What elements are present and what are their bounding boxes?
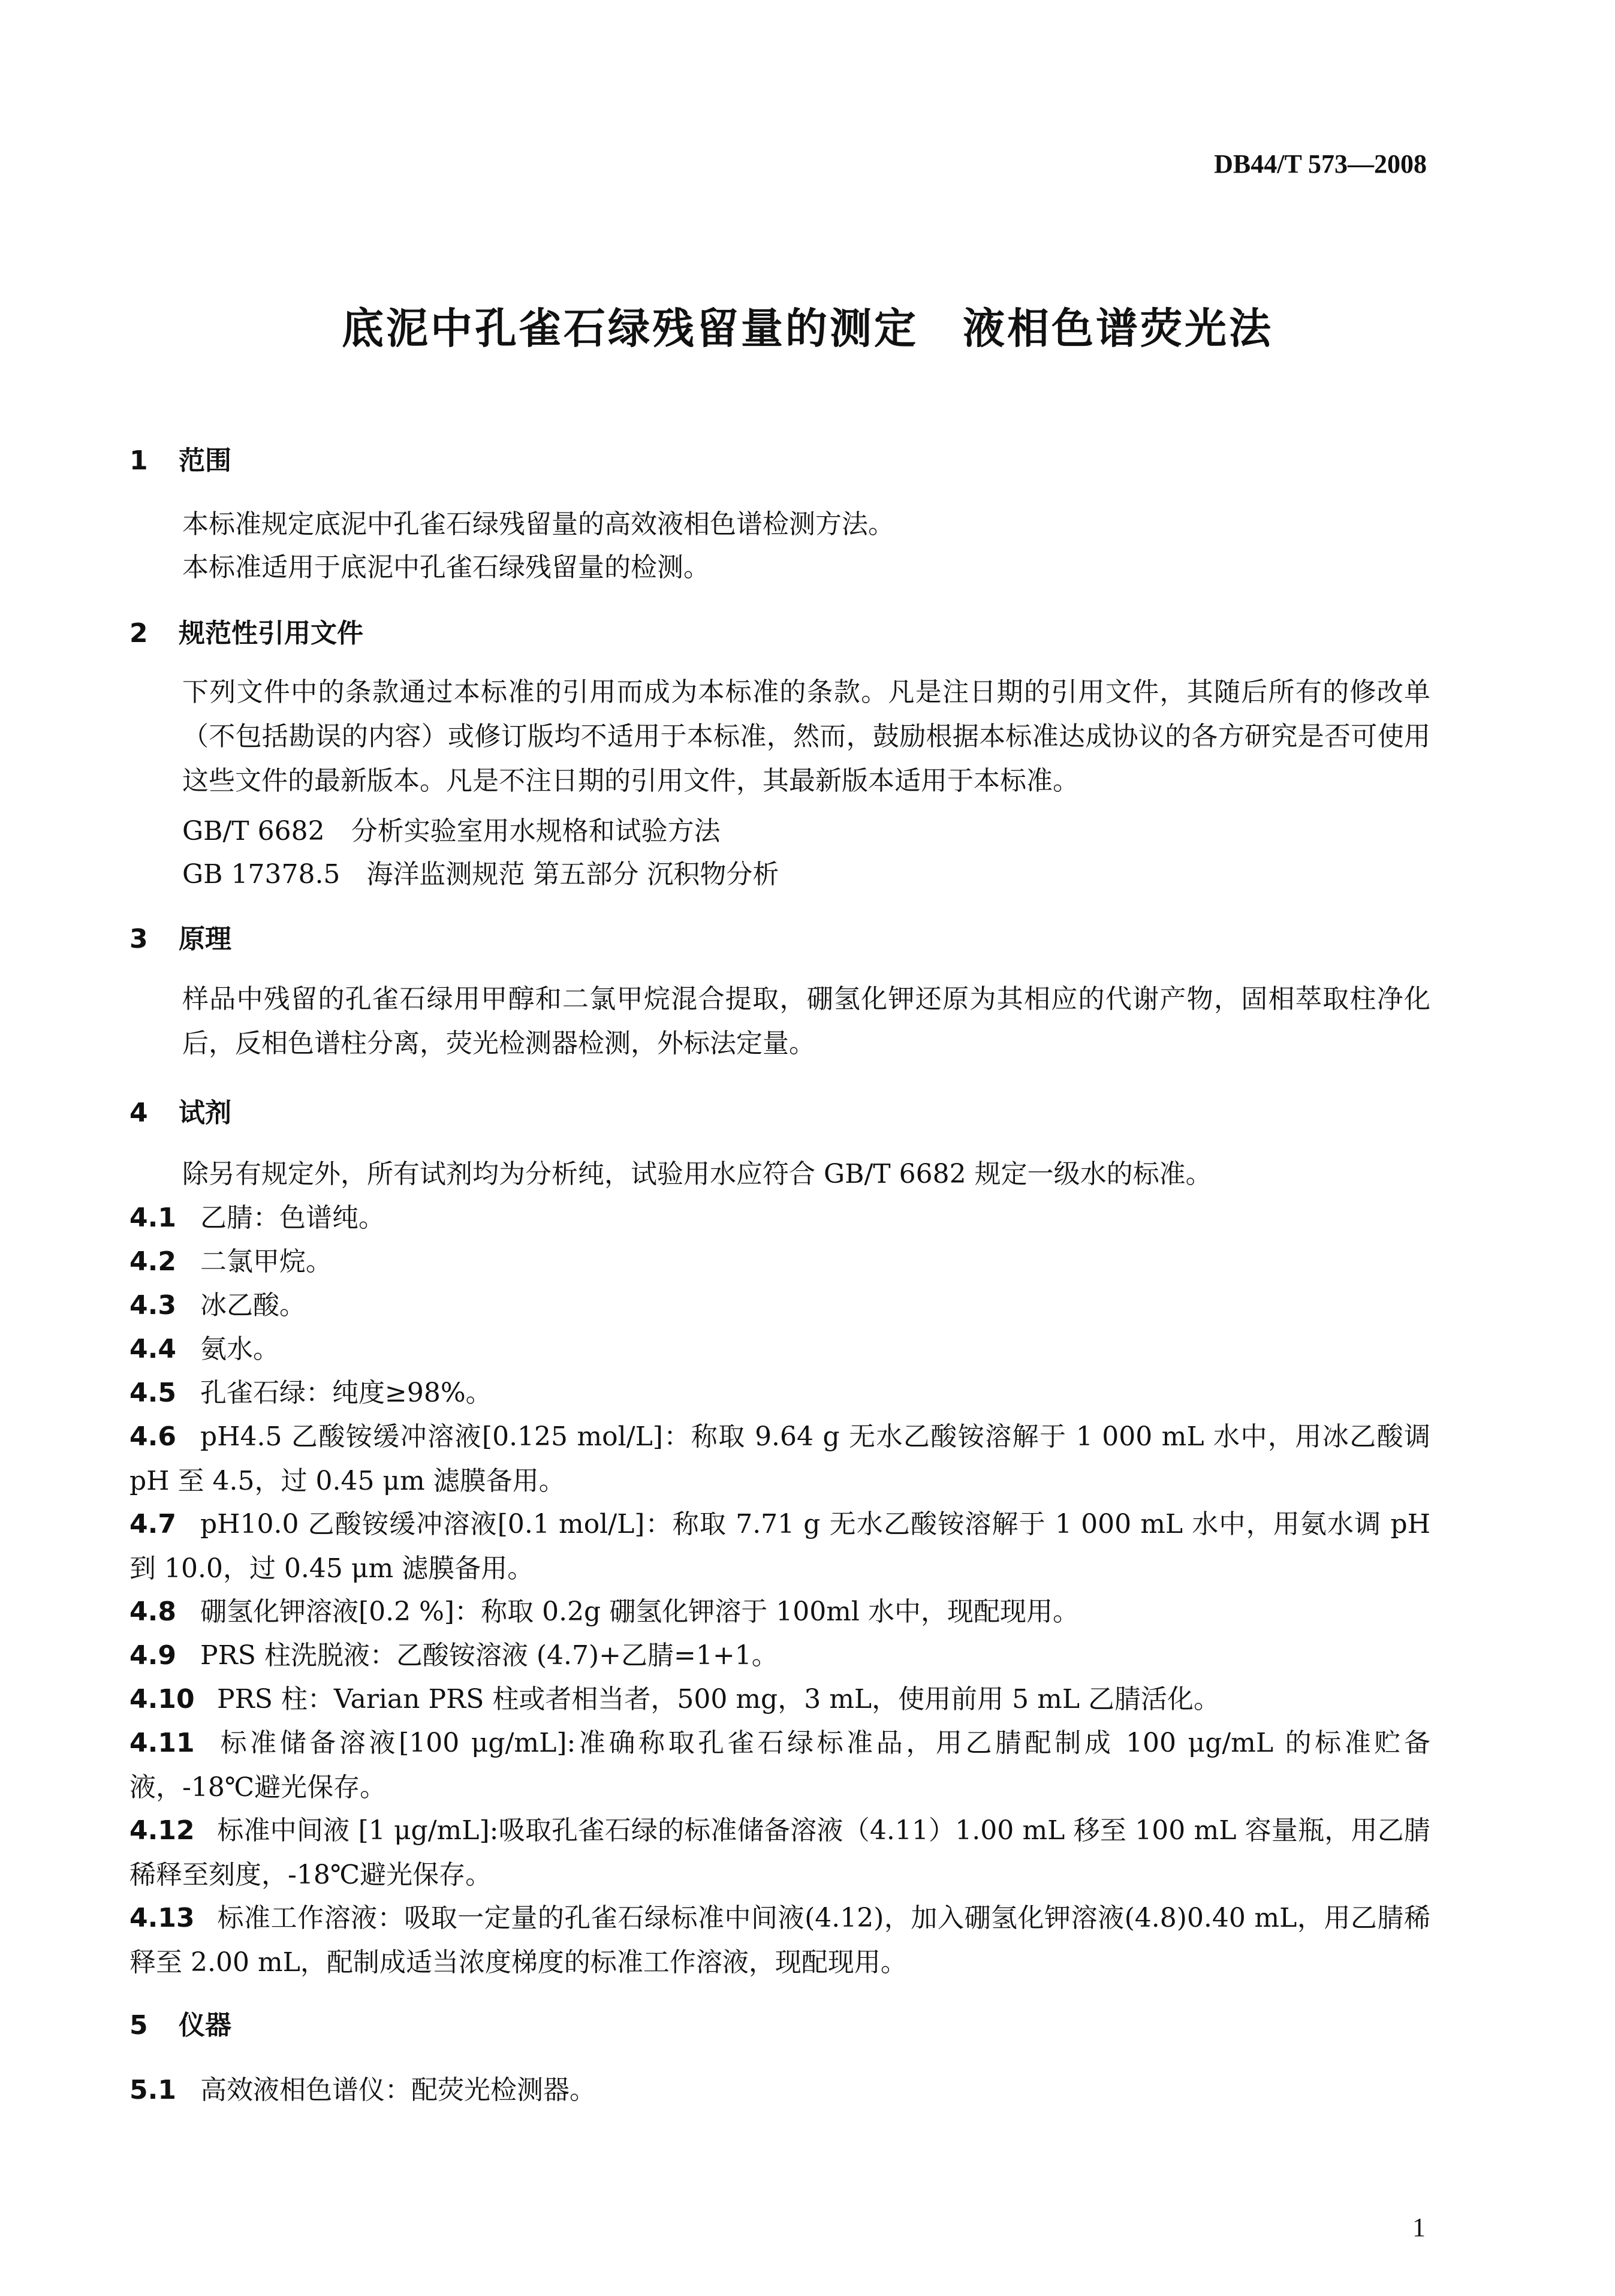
item-number: 4.7 bbox=[129, 1509, 176, 1539]
reagent-item bbox=[129, 1327, 1430, 1366]
item-text: 氨水。 bbox=[200, 1334, 279, 1364]
reference-2: GB 17378.5 海洋监测规范 第五部分 沉积物分析 bbox=[182, 859, 779, 890]
item-text: 二氯甲烷。 bbox=[200, 1246, 332, 1277]
section-1-heading bbox=[129, 439, 231, 477]
item-number: 4.8 bbox=[129, 1596, 176, 1627]
item-text: 乙腈：色谱纯。 bbox=[200, 1203, 385, 1233]
section-number: 4 bbox=[129, 1098, 148, 1128]
item-number: 4.1 bbox=[129, 1203, 176, 1233]
item-number: 4.13 bbox=[129, 1903, 195, 1933]
item-number: 4.12 bbox=[129, 1815, 195, 1846]
item-text: 冰乙酸。 bbox=[200, 1290, 306, 1321]
paragraph-text: 样品中残留的孔雀石绿用甲醇和二氯甲烷混合提取，硼氢化钾还原为其相应的代谢产物，固相萃取柱净化后，反相色谱柱分离，荧光检测器检测，外标法定量。 bbox=[182, 984, 1430, 1059]
section-5-heading bbox=[129, 2003, 231, 2042]
item-text: PRS 柱洗脱液：乙酸铵溶液 (4.7)+乙腈=1+1。 bbox=[200, 1640, 778, 1671]
section-title: 试剂 bbox=[179, 1098, 231, 1128]
reagent-item bbox=[129, 1634, 1430, 1672]
item-number: 5.1 bbox=[129, 2075, 176, 2105]
item-text: 标准工作溶液：吸取一定量的孔雀石绿标准中间液(4.12)，加入硼氢化钾溶液(4.8)0.40 mL，用乙腈稀释至 2.00 mL，配制成适当浓度梯度的标准工作溶液，现配现用。 bbox=[129, 1903, 1430, 1978]
section-3-paragraph bbox=[129, 977, 1430, 1066]
reagent-item bbox=[129, 1283, 1430, 1322]
section-title: 范围 bbox=[179, 445, 231, 476]
section-number: 3 bbox=[129, 924, 148, 954]
section-2-heading bbox=[129, 611, 363, 650]
item-number: 4.2 bbox=[129, 1246, 176, 1277]
reagent-item bbox=[129, 1502, 1430, 1591]
item-text: 硼氢化钾溶液[0.2 %]：称取 0.2g 硼氢化钾溶于 100ml 水中，现配现用。 bbox=[200, 1596, 1079, 1627]
section-number: 5 bbox=[129, 2010, 148, 2041]
reagent-item bbox=[129, 1809, 1430, 1897]
reagent-item bbox=[129, 1371, 1430, 1409]
reagent-item bbox=[129, 1590, 1430, 1628]
reagent-item bbox=[129, 1677, 1430, 1716]
section-2-paragraph bbox=[129, 670, 1430, 803]
section-3-heading bbox=[129, 917, 231, 956]
section-number: 2 bbox=[129, 618, 148, 649]
page-number: 1 bbox=[1412, 2213, 1426, 2242]
section-title: 原理 bbox=[179, 924, 231, 954]
item-text: 高效液相色谱仪：配荧光检测器。 bbox=[200, 2075, 596, 2105]
item-number: 4.3 bbox=[129, 1290, 176, 1321]
reagent-item bbox=[129, 1415, 1430, 1503]
item-number: 4.9 bbox=[129, 1640, 176, 1671]
item-text: pH4.5 乙酸铵缓冲溶液[0.125 mol/L]：称取 9.64 g 无水乙酸铵溶解于 1 000 mL 水中，用冰乙酸调 pH 至 4.5，过 0.45 μm 滤膜备用。 bbox=[129, 1421, 1430, 1496]
paragraph-text: 下列文件中的条款通过本标准的引用而成为本标准的条款。凡是注日期的引用文件，其随后所有的修改单（不包括勘误的内容）或修订版均不适用于本标准，然而，鼓励根据本标准达成协议的各方研究是否可使用这些文件的最新版本。凡是不注日期的引用文件，其最新版本适用于本标准。 bbox=[182, 677, 1430, 796]
section-title: 仪器 bbox=[179, 2010, 231, 2041]
item-text: pH10.0 乙酸铵缓冲溶液[0.1 mol/L]：称取 7.71 g 无水乙酸铵溶解于 1 000 mL 水中，用氨水调 pH 到 10.0，过 0.45 μm 滤膜备用。 bbox=[129, 1509, 1430, 1584]
section-1-line-1: 本标准规定底泥中孔雀石绿残留量的高效液相色谱检测方法。 bbox=[182, 509, 894, 540]
standard-number: DB44/T 573—2008 bbox=[1214, 149, 1427, 179]
section-number: 1 bbox=[129, 445, 148, 476]
reagent-item bbox=[129, 1896, 1430, 1985]
item-text: 标准储备溶液[100 μg/mL]:准确称取孔雀石绿标准品，用乙腈配制成 100 μg/mL 的标准贮备液，-18℃避光保存。 bbox=[129, 1728, 1430, 1803]
item-text: PRS 柱：Varian PRS 柱或者相当者，500 mg，3 mL，使用前用 5 mL 乙腈活化。 bbox=[217, 1684, 1221, 1715]
item-text: 标准中间液 [1 μg/mL]:吸取孔雀石绿的标准储备溶液（4.11）1.00 mL 移至 100 mL 容量瓶，用乙腈稀释至刻度，-18℃避光保存。 bbox=[129, 1815, 1430, 1890]
reagent-item bbox=[129, 1721, 1430, 1810]
instrument-item bbox=[129, 2068, 1430, 2107]
reagent-item bbox=[129, 1196, 1430, 1234]
item-number: 4.4 bbox=[129, 1334, 176, 1364]
reagent-item bbox=[129, 1240, 1430, 1278]
section-4-intro: 除另有规定外，所有试剂均为分析纯，试验用水应符合 GB/T 6682 规定一级水的标准。 bbox=[182, 1159, 1212, 1189]
item-number: 4.11 bbox=[129, 1728, 195, 1758]
reference-1: GB/T 6682 分析实验室用水规格和试验方法 bbox=[182, 816, 721, 846]
document-title: 底泥中孔雀石绿残留量的测定 液相色谱荧光法 bbox=[342, 304, 1273, 353]
item-number: 4.10 bbox=[129, 1684, 195, 1715]
section-title: 规范性引用文件 bbox=[179, 618, 363, 649]
item-number: 4.5 bbox=[129, 1378, 176, 1408]
item-number: 4.6 bbox=[129, 1421, 176, 1452]
section-4-heading bbox=[129, 1091, 231, 1129]
section-1-line-2: 本标准适用于底泥中孔雀石绿残留量的检测。 bbox=[182, 552, 710, 583]
item-text: 孔雀石绿：纯度≥98%。 bbox=[200, 1378, 492, 1408]
